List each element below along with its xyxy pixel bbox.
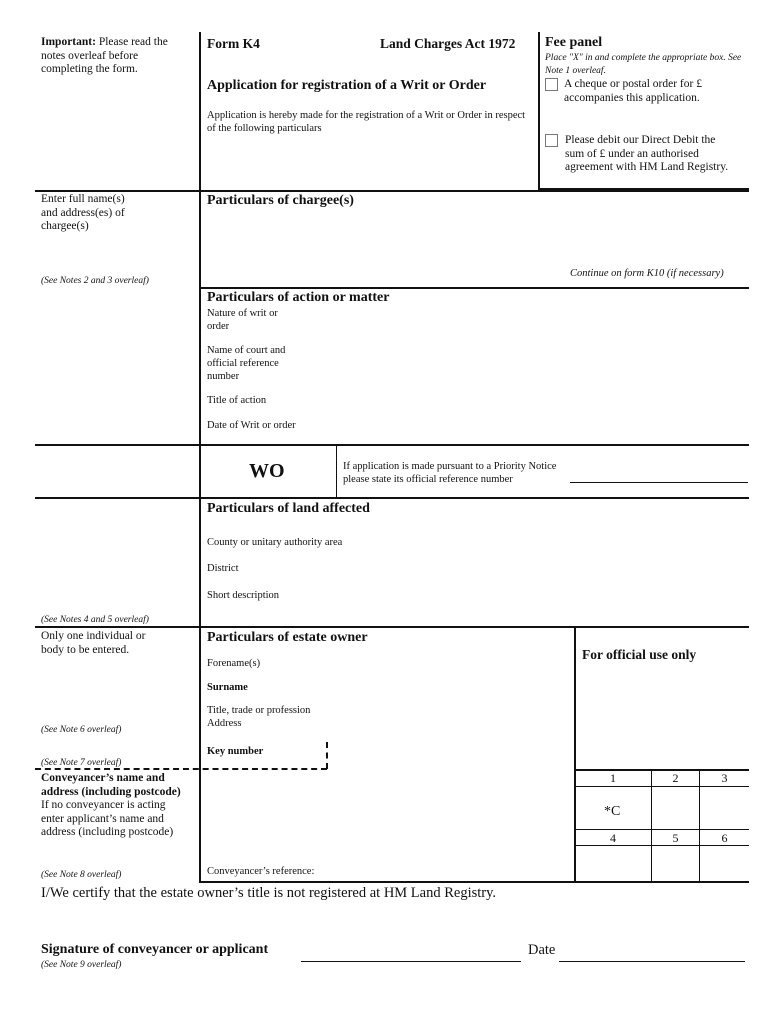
important-text: Please read the notes overleaf before completing the form. bbox=[41, 36, 168, 75]
form-number: Form K4 bbox=[207, 36, 260, 51]
action-heading: Particulars of action or matter bbox=[207, 290, 390, 305]
key-number-note: (See Note 7 overleaf) bbox=[41, 758, 122, 768]
official-use-heading: For official use only bbox=[582, 647, 697, 662]
chargee-side-note: (See Notes 2 and 3 overleaf) bbox=[41, 276, 149, 286]
land-top-rule bbox=[35, 497, 749, 499]
certification-text: I/We certify that the estate owner’s title is not registered at HM Land Registry. bbox=[41, 885, 497, 901]
official-grid-col-2 bbox=[699, 770, 700, 882]
form-intro: Application is hereby made for the registration of a Writ or Order in respect of the following particulars bbox=[207, 110, 526, 134]
signature-note: (See Note 9 overleaf) bbox=[41, 960, 122, 970]
title-trade-label: Title, trade or profession bbox=[207, 705, 311, 716]
official-cell-4: 4 bbox=[610, 831, 616, 845]
chargee-continue-note: Continue on form K10 (if necessary) bbox=[570, 268, 724, 279]
signature-label: Signature of conveyancer or applicant bbox=[41, 942, 269, 957]
key-number-dashed-side bbox=[326, 742, 328, 769]
priority-notice-text: If application is made pursuant to a Priority Notice please state its official reference number bbox=[343, 461, 557, 485]
conveyancer-input-area[interactable] bbox=[205, 775, 570, 860]
official-mark: *C bbox=[604, 804, 621, 819]
left-column-divider bbox=[199, 32, 201, 882]
form-title: Application for registration of a Writ or Order bbox=[207, 78, 487, 93]
chargee-input-area[interactable] bbox=[205, 212, 745, 264]
direct-debit-option-label: Please debit our Direct Debit the sum of £ under an authorised agreement with HM Land Registry. bbox=[565, 134, 729, 173]
date-line[interactable] bbox=[559, 961, 745, 962]
fee-panel-title: Fee panel bbox=[545, 35, 603, 50]
conveyancer-reference-label: Conveyancer’s reference: bbox=[207, 866, 315, 877]
form-bottom-rule bbox=[199, 881, 749, 883]
land-side-note: (See Notes 4 and 5 overleaf) bbox=[41, 615, 149, 625]
applicant-instruction: If no conveyancer is acting enter applicant’s name and address (including postcode) bbox=[41, 799, 174, 838]
estate-owner-side-label: Only one individual or body to be entered. bbox=[41, 630, 146, 656]
key-number-label: Key number bbox=[207, 746, 264, 757]
official-cell-3: 3 bbox=[721, 771, 728, 785]
date-label: Date bbox=[528, 942, 556, 958]
short-description-label: Short description bbox=[207, 590, 280, 601]
estate-owner-side-note: (See Note 6 overleaf) bbox=[41, 725, 122, 735]
cheque-checkbox[interactable] bbox=[545, 78, 558, 91]
official-cell-1: 1 bbox=[610, 771, 616, 785]
official-cell-6: 6 bbox=[721, 831, 728, 845]
official-grid-line-2 bbox=[574, 829, 749, 830]
direct-debit-checkbox[interactable] bbox=[545, 134, 558, 147]
land-heading: Particulars of land affected bbox=[207, 501, 370, 516]
official-cell-2: 2 bbox=[672, 771, 679, 785]
chargee-top-rule bbox=[35, 190, 749, 192]
fee-panel-instruction: Place "X" in and complete the appropriate box. See Note 1 overleaf. bbox=[545, 53, 742, 76]
official-grid-col-1 bbox=[651, 770, 652, 882]
chargee-side-label: Enter full name(s) and address(es) of chargee(s) bbox=[41, 193, 125, 232]
signature-line[interactable] bbox=[301, 961, 521, 962]
address-label: Address bbox=[207, 718, 242, 729]
action-title-label: Title of action bbox=[207, 395, 267, 406]
act-name: Land Charges Act 1972 bbox=[380, 36, 516, 51]
conveyancer-side-note: (See Note 8 overleaf) bbox=[41, 870, 122, 880]
priority-reference-line[interactable] bbox=[570, 482, 748, 483]
fee-panel-divider bbox=[538, 32, 540, 190]
priority-top-rule bbox=[35, 444, 749, 446]
priority-divider bbox=[336, 445, 337, 498]
chargee-heading: Particulars of chargee(s) bbox=[207, 193, 354, 208]
conveyancer-label: Conveyancer’s name and address (including postcode) bbox=[41, 772, 181, 798]
important-notice bbox=[41, 36, 191, 77]
important-label: Important: bbox=[41, 36, 96, 48]
conveyancer-side-label bbox=[41, 772, 186, 840]
writ-date-label: Date of Writ or order bbox=[207, 420, 296, 431]
district-label: District bbox=[207, 563, 239, 574]
action-top-rule bbox=[199, 287, 749, 289]
official-grid-line-1 bbox=[574, 786, 749, 787]
wo-code: WO bbox=[249, 460, 285, 482]
cheque-option-label: A cheque or postal order for £ accompanies this application. bbox=[564, 78, 702, 104]
forenames-label: Forename(s) bbox=[207, 658, 261, 669]
writ-nature-label: Nature of writ or order bbox=[207, 308, 278, 332]
estate-owner-heading: Particulars of estate owner bbox=[207, 630, 368, 645]
court-reference-label: Name of court and official reference number bbox=[207, 345, 286, 382]
surname-label: Surname bbox=[207, 682, 248, 693]
official-cell-5: 5 bbox=[672, 831, 679, 845]
official-grid-line-3 bbox=[574, 845, 749, 846]
county-label: County or unitary authority area bbox=[207, 537, 343, 548]
